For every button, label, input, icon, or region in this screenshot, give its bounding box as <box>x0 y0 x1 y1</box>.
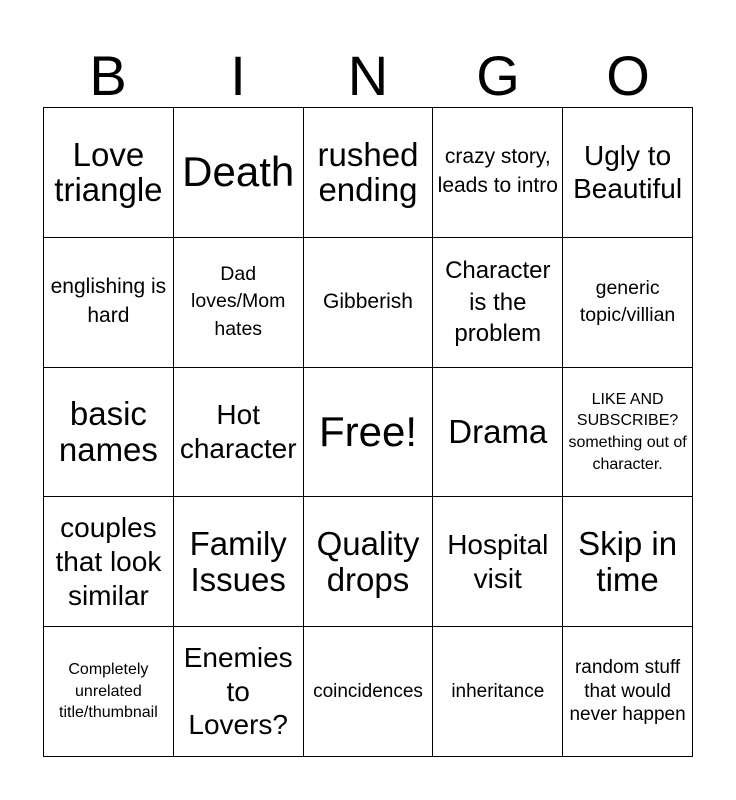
bingo-board <box>43 107 693 757</box>
bingo-cell[interactable]: basic names <box>44 368 174 498</box>
free-space-cell[interactable]: Free! <box>304 368 434 498</box>
bingo-cell[interactable]: Character is the problem <box>433 238 563 368</box>
header-letter-b: B <box>89 44 127 107</box>
header-letter-g: G <box>476 44 520 107</box>
header-letter-i: I <box>230 44 246 107</box>
bingo-cell[interactable]: Hospital visit <box>433 497 563 627</box>
bingo-cell[interactable]: generic topic/villian <box>563 238 693 368</box>
bingo-cell[interactable]: crazy story, leads to intro <box>433 108 563 238</box>
bingo-cell[interactable]: couples that look similar <box>44 497 174 627</box>
bingo-cell[interactable]: Death <box>174 108 304 238</box>
bingo-cell[interactable]: Ugly to Beautiful <box>563 108 693 238</box>
bingo-cell[interactable]: Family Issues <box>174 497 304 627</box>
bingo-cell[interactable]: Love triangle <box>44 108 174 238</box>
bingo-cell[interactable]: Dad loves/Mom hates <box>174 238 304 368</box>
bingo-cell[interactable]: random stuff that would never happen <box>563 627 693 757</box>
bingo-cell[interactable]: LIKE AND SUBSCRIBE? something out of character. <box>563 368 693 498</box>
bingo-cell[interactable]: Skip in time <box>563 497 693 627</box>
bingo-cell[interactable]: Completely unrelated title/thumbnail <box>44 627 174 757</box>
bingo-header <box>43 44 693 108</box>
bingo-cell[interactable]: Enemies to Lovers? <box>174 627 304 757</box>
header-letter-o: O <box>606 44 650 107</box>
bingo-cell[interactable]: englishing is hard <box>44 238 174 368</box>
bingo-cell[interactable]: rushed ending <box>304 108 434 238</box>
bingo-cell[interactable]: Gibberish <box>304 238 434 368</box>
bingo-cell[interactable]: Hot character <box>174 368 304 498</box>
header-letter-n: N <box>347 44 389 107</box>
bingo-cell[interactable]: coincidences <box>304 627 434 757</box>
bingo-cell[interactable]: inheritance <box>433 627 563 757</box>
bingo-cell[interactable]: Quality drops <box>304 497 434 627</box>
bingo-cell[interactable]: Drama <box>433 368 563 498</box>
